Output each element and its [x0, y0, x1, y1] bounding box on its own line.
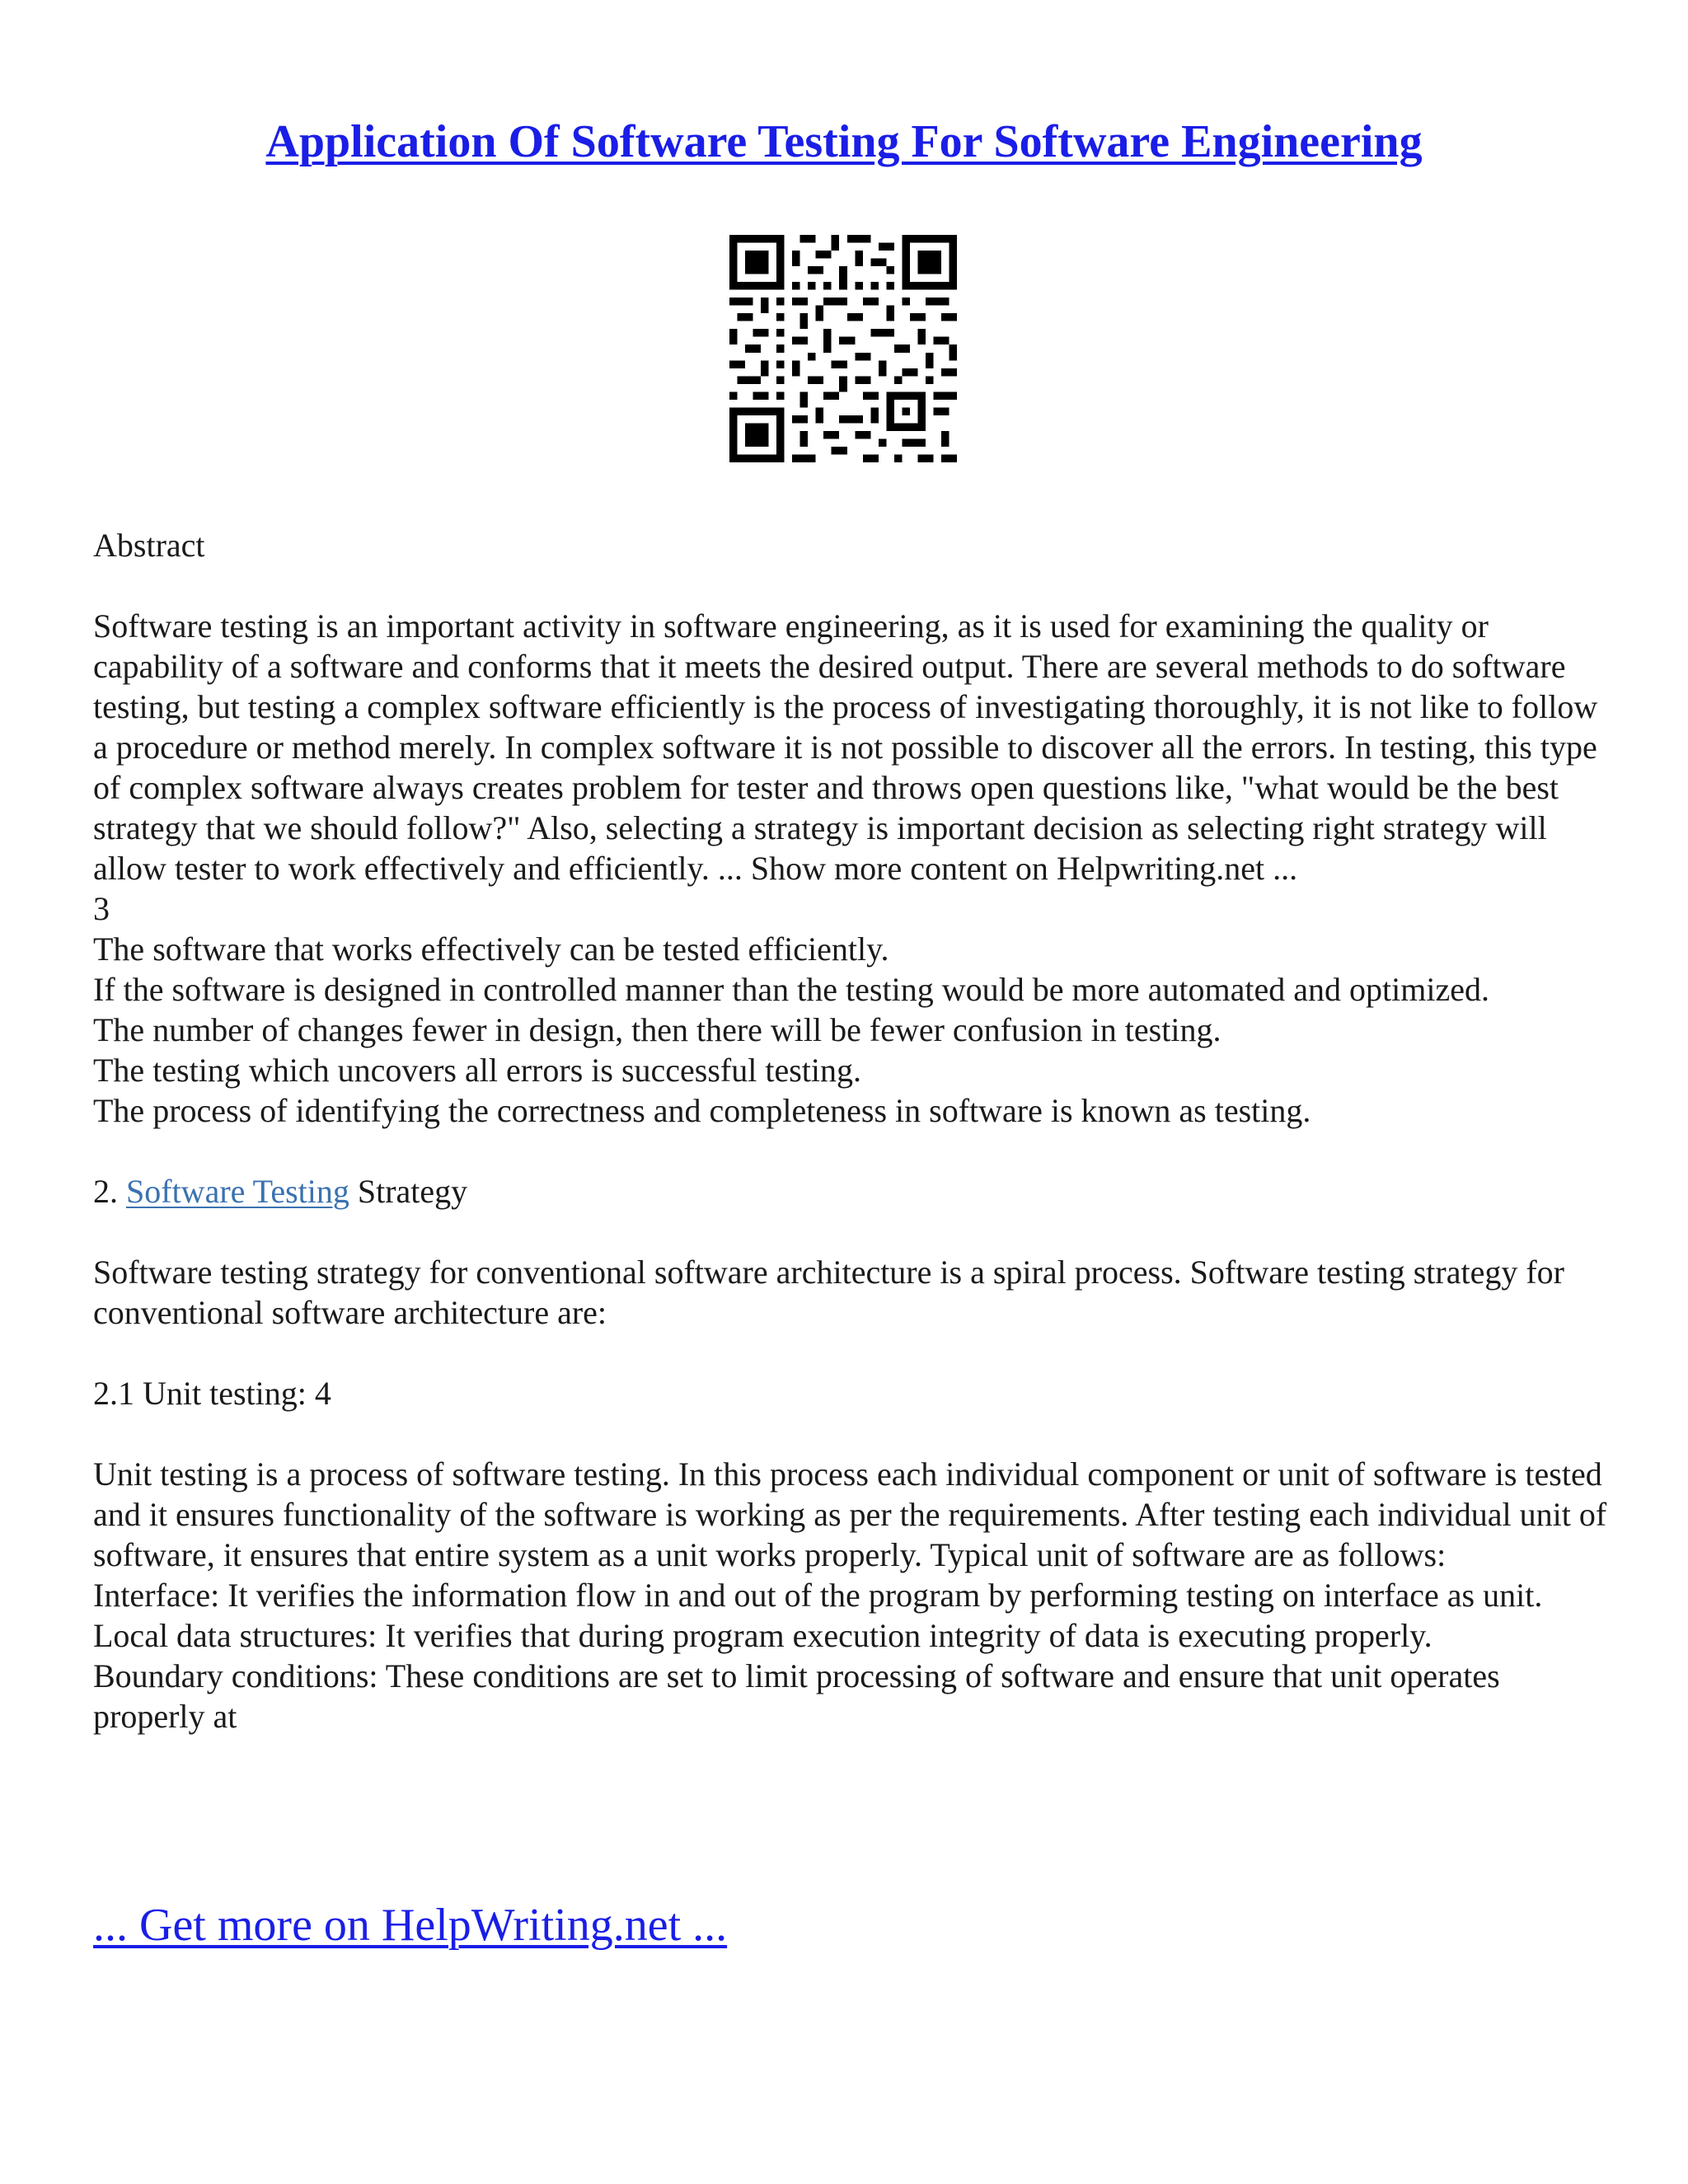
unit-testing-heading: 2.1 Unit testing: 4 — [93, 1375, 331, 1412]
unit-item: Boundary conditions: These conditions are set to limit processing of software and ensure that unit operates properly at — [93, 1657, 1500, 1735]
unit-item: Local data structures: It verifies that during program execution integrity of data is executing properly. — [93, 1617, 1432, 1654]
abstract-paragraph: Software testing is an important activity in software engineering, as it is used for examining the quality or capability of a software and conforms that it meets the desired output. There are several methods to do software testing, but testing a complex software efficiently is the process of investigating thoroughly, it is not like to follow a procedure or method merely. In complex software it is not possible to discover all the errors. In testing, this type of complex software always creates problem for tester and throws open questions like, "what would be the best strategy that we should follow?" Also, selecting a strategy is important decision as selecting right strategy will allow tester to work effectively and efficiently. ... Show more content on Helpwriting.net ... — [93, 607, 1598, 887]
section-heading-suffix: Strategy — [357, 1173, 468, 1210]
title-link[interactable]: Application Of Software Testing For Software Engineering — [265, 116, 1423, 167]
document-body — [93, 525, 1610, 1736]
body-line: The testing which uncovers all errors is successful testing. — [93, 1052, 861, 1089]
strategy-paragraph: Software testing strategy for conventional software architecture is a spiral process. Software testing strategy for conventional software architecture are: — [93, 1254, 1564, 1331]
body-line: If the software is designed in controlled manner than the testing would be more automated and optimized. — [93, 971, 1489, 1008]
get-more-link[interactable]: ... Get more on HelpWriting.net ... — [93, 1900, 728, 1951]
number-label: 3 — [93, 890, 110, 927]
document-title — [0, 109, 1688, 175]
section-heading — [93, 1171, 1610, 1212]
qr-code-icon — [729, 235, 957, 462]
abstract-heading: Abstract — [93, 527, 205, 564]
body-line: The process of identifying the correctness and completeness in software is known as testing. — [93, 1092, 1311, 1129]
unit-testing-paragraph: Unit testing is a process of software testing. In this process each individual component or unit of software is tested and it ensures functionality of the software is working as per the requirements. After testing each individual unit of software, it ensures that entire system as a unit works properly. Typical unit of software are as follows: — [93, 1455, 1607, 1573]
software-testing-link[interactable]: Software Testing — [126, 1173, 349, 1210]
body-line: The software that works effectively can be tested efficiently. — [93, 930, 889, 968]
footer — [93, 1892, 727, 1958]
body-line: The number of changes fewer in design, then there will be fewer confusion in testing. — [93, 1011, 1221, 1048]
unit-item: Interface: It verifies the information flow in and out of the program by performing testing on interface as unit. — [93, 1577, 1543, 1614]
section-number: 2. — [93, 1173, 118, 1210]
